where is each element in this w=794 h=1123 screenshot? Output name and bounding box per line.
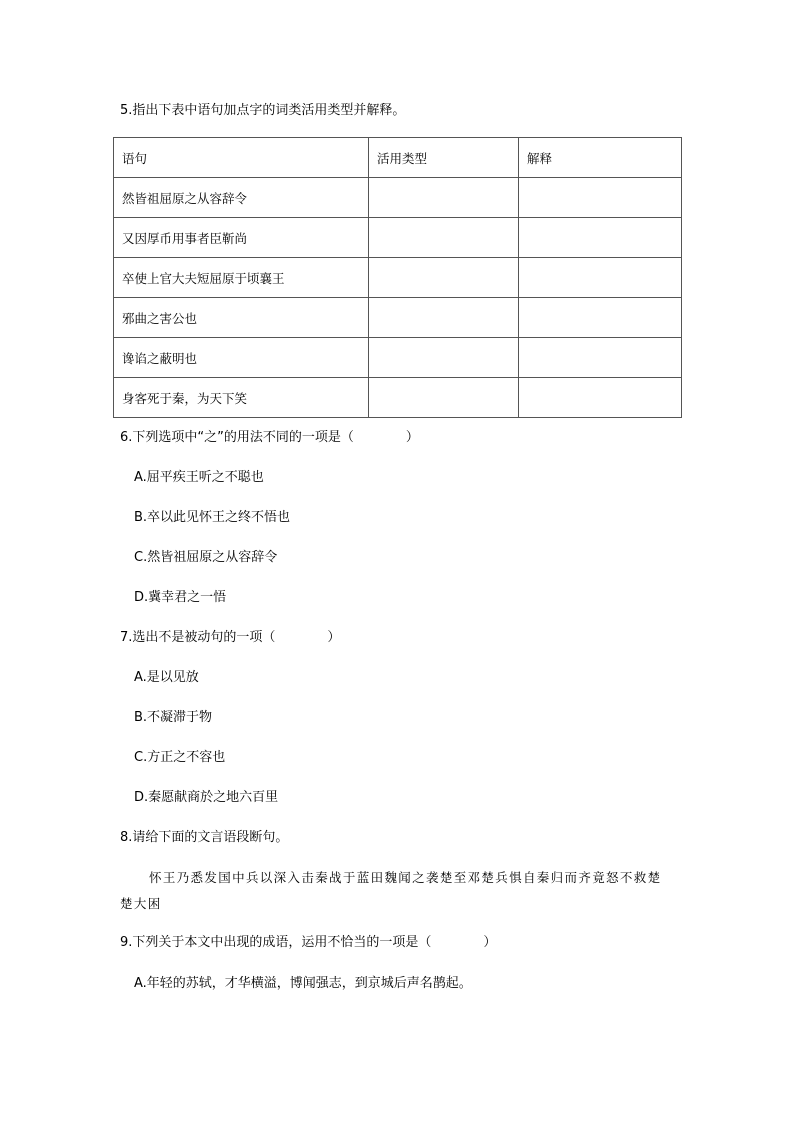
sentence-cell: 邪曲之害公也 xyxy=(114,298,369,338)
explanation-cell[interactable] xyxy=(519,298,682,338)
q6-prompt xyxy=(120,429,419,447)
usage-type-cell[interactable] xyxy=(369,298,519,338)
q6-option-d[interactable]: D.冀幸君之一悟 xyxy=(134,590,227,605)
usage-type-cell[interactable] xyxy=(369,218,519,258)
q8-passage-line-1: 怀王乃悉发国中兵以深入击秦战于蓝田魏闻之袭楚至邓楚兵惧自秦归而齐竟怒不救楚 xyxy=(149,870,662,885)
table-row xyxy=(114,178,682,218)
explanation-cell[interactable] xyxy=(519,178,682,218)
usage-type-cell[interactable] xyxy=(369,338,519,378)
q7-prompt-text: 7.选出不是被动句的一项（ xyxy=(120,630,276,645)
header-usage-type: 活用类型 xyxy=(369,138,519,178)
q7-prompt-close: ） xyxy=(327,630,341,645)
q6-option-b[interactable]: B.卒以此见怀王之终不悟也 xyxy=(134,510,291,525)
sentence-cell: 谗谄之蔽明也 xyxy=(114,338,369,378)
sentence-cell: 身客死于秦，为天下笑 xyxy=(114,378,369,418)
q8-prompt: 8.请给下面的文言语段断句。 xyxy=(120,830,289,845)
q9-option-a[interactable]: A.年轻的苏轼，才华横溢，博闻强志，到京城后声名鹊起。 xyxy=(134,976,472,991)
q9-prompt-close: ） xyxy=(483,935,497,950)
explanation-cell[interactable] xyxy=(519,338,682,378)
q8-passage-line-2: 楚大困 xyxy=(120,896,162,911)
explanation-cell[interactable] xyxy=(519,378,682,418)
header-sentence: 语句 xyxy=(114,138,369,178)
table-row xyxy=(114,258,682,298)
q5-prompt: 5.指出下表中语句加点字的词类活用类型并解释。 xyxy=(120,103,406,118)
explanation-cell[interactable] xyxy=(519,258,682,298)
q7-option-b[interactable]: B.不凝滞于物 xyxy=(134,710,213,725)
q9-prompt-text: 9.下列关于本文中出现的成语，运用不恰当的一项是（ xyxy=(120,935,432,950)
table-row xyxy=(114,218,682,258)
sentence-cell: 然皆祖屈原之从容辞令 xyxy=(114,178,369,218)
usage-type-cell[interactable] xyxy=(369,378,519,418)
table-row xyxy=(114,378,682,418)
q6-prompt-text: 6.下列选项中“之”的用法不同的一项是（ xyxy=(120,430,354,445)
word-usage-table xyxy=(113,137,682,418)
header-explanation: 解释 xyxy=(519,138,682,178)
q6-option-c[interactable]: C.然皆祖屈原之从容辞令 xyxy=(134,550,278,565)
sentence-cell: 卒使上官大夫短屈原于顷襄王 xyxy=(114,258,369,298)
sentence-cell: 又因厚币用事者臣靳尚 xyxy=(114,218,369,258)
table-header-row xyxy=(114,138,682,178)
usage-type-cell[interactable] xyxy=(369,258,519,298)
usage-type-cell[interactable] xyxy=(369,178,519,218)
q6-prompt-close: ） xyxy=(405,430,419,445)
q7-option-d[interactable]: D.秦愿献商於之地六百里 xyxy=(134,790,279,805)
q7-prompt xyxy=(120,629,340,647)
q7-option-a[interactable]: A.是以见放 xyxy=(134,670,199,685)
q9-prompt xyxy=(120,934,496,952)
q7-option-c[interactable]: C.方正之不容也 xyxy=(134,750,226,765)
explanation-cell[interactable] xyxy=(519,218,682,258)
q6-option-a[interactable]: A.屈平疾王听之不聪也 xyxy=(134,470,264,485)
table-row xyxy=(114,338,682,378)
table-row xyxy=(114,298,682,338)
